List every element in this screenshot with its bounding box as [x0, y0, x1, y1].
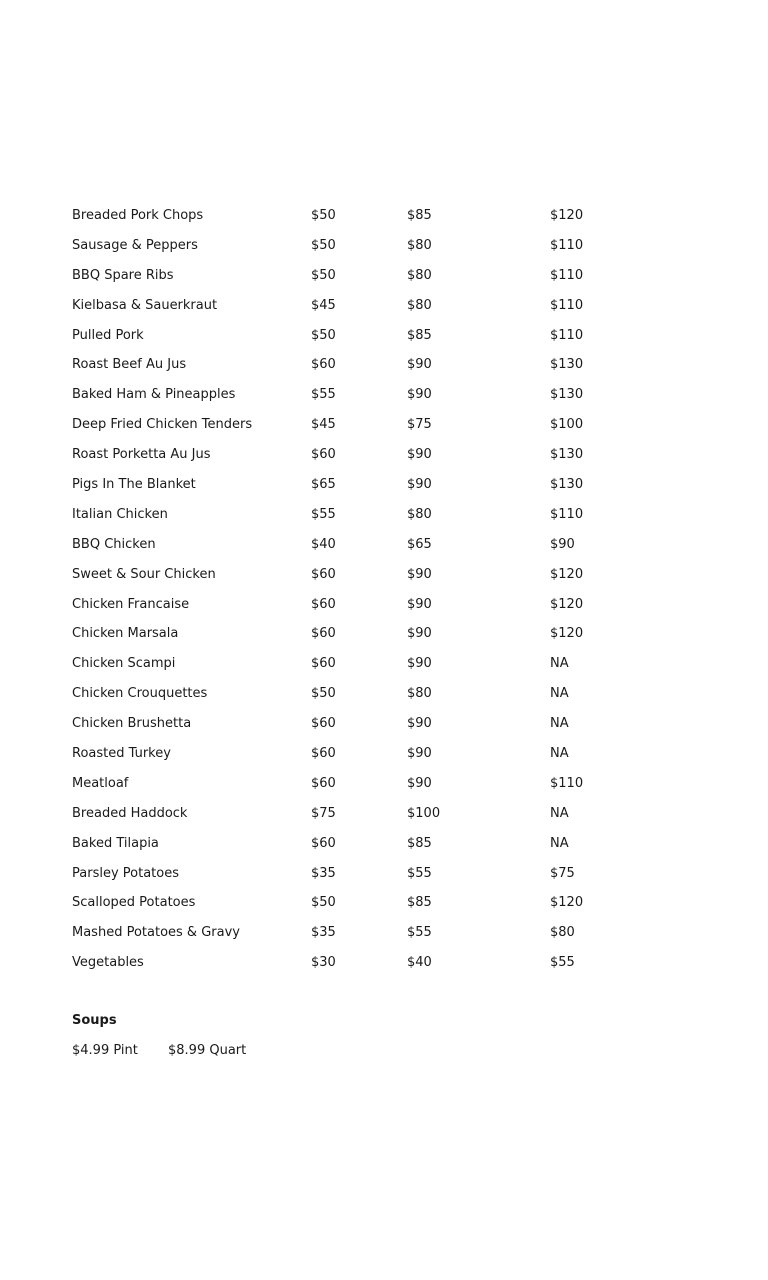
menu-item-name: Chicken Francaise [72, 596, 190, 612]
menu-item-name: Roast Porketta Au Jus [72, 447, 211, 463]
price-large: $110 [550, 327, 584, 343]
price-large: $110 [550, 775, 584, 791]
price-large: $120 [550, 566, 584, 582]
price-small: $60 [311, 716, 336, 732]
price-large: NA [550, 745, 569, 761]
price-small: $60 [311, 656, 336, 672]
menu-price-table [72, 201, 692, 978]
menu-row [72, 649, 692, 679]
price-small: $60 [311, 835, 336, 851]
menu-item-name: Chicken Scampi [72, 656, 176, 672]
menu-item-name: BBQ Spare Ribs [72, 267, 174, 283]
price-medium: $80 [407, 267, 432, 283]
menu-row [72, 440, 692, 470]
soups-heading: Soups [72, 1013, 117, 1028]
price-medium: $90 [407, 745, 432, 761]
menu-item-name: Pigs In The Blanket [72, 476, 196, 492]
price-small: $30 [311, 955, 336, 971]
price-large: $120 [550, 596, 584, 612]
price-small: $60 [311, 775, 336, 791]
soups-section [72, 1006, 472, 1066]
price-medium: $85 [407, 895, 432, 911]
price-large: $130 [550, 447, 584, 463]
menu-row [72, 769, 692, 799]
menu-row [72, 859, 692, 889]
menu-item-name: Baked Tilapia [72, 835, 159, 851]
price-small: $50 [311, 267, 336, 283]
price-medium: $90 [407, 447, 432, 463]
price-large: $100 [550, 417, 584, 433]
price-small: $35 [311, 865, 336, 881]
menu-row [72, 410, 692, 440]
price-medium: $90 [407, 596, 432, 612]
price-small: $50 [311, 237, 336, 253]
menu-row [72, 231, 692, 261]
menu-row [72, 739, 692, 769]
price-medium: $85 [407, 327, 432, 343]
menu-item-name: Mashed Potatoes & Gravy [72, 925, 240, 941]
price-medium: $75 [407, 417, 432, 433]
menu-item-name: Meatloaf [72, 775, 129, 791]
price-large: $120 [550, 207, 584, 223]
menu-row [72, 829, 692, 859]
price-medium: $85 [407, 835, 432, 851]
menu-item-name: Chicken Crouquettes [72, 686, 208, 702]
price-large: $110 [550, 297, 584, 313]
price-medium: $90 [407, 626, 432, 642]
price-large: $110 [550, 237, 584, 253]
price-small: $55 [311, 506, 336, 522]
menu-item-name: Chicken Brushetta [72, 716, 192, 732]
price-large: $120 [550, 626, 584, 642]
menu-row [72, 948, 692, 978]
price-medium: $80 [407, 686, 432, 702]
price-medium: $55 [407, 865, 432, 881]
menu-row [72, 560, 692, 590]
menu-row [72, 291, 692, 321]
price-small: $60 [311, 566, 336, 582]
menu-row [72, 709, 692, 739]
menu-item-name: Roast Beef Au Jus [72, 357, 187, 373]
price-small: $65 [311, 476, 336, 492]
price-medium: $80 [407, 506, 432, 522]
price-medium: $90 [407, 566, 432, 582]
menu-row [72, 888, 692, 918]
menu-row [72, 470, 692, 500]
price-small: $60 [311, 447, 336, 463]
price-medium: $90 [407, 775, 432, 791]
price-large: $130 [550, 387, 584, 403]
price-medium: $100 [407, 805, 441, 821]
price-large: NA [550, 835, 569, 851]
menu-item-name: Sweet & Sour Chicken [72, 566, 216, 582]
price-large: NA [550, 716, 569, 732]
price-small: $50 [311, 686, 336, 702]
menu-row [72, 261, 692, 291]
price-medium: $55 [407, 925, 432, 941]
price-small: $35 [311, 925, 336, 941]
menu-item-name: Roasted Turkey [72, 745, 171, 761]
menu-row [72, 918, 692, 948]
menu-item-name: Sausage & Peppers [72, 237, 198, 253]
price-small: $50 [311, 207, 336, 223]
menu-row [72, 201, 692, 231]
menu-item-name: Italian Chicken [72, 506, 168, 522]
price-large: $130 [550, 476, 584, 492]
menu-item-name: Scalloped Potatoes [72, 895, 196, 911]
price-medium: $90 [407, 656, 432, 672]
price-large: $75 [550, 865, 575, 881]
menu-item-name: Breaded Pork Chops [72, 207, 204, 223]
price-large: $110 [550, 506, 584, 522]
menu-item-name: BBQ Chicken [72, 536, 156, 552]
price-small: $60 [311, 626, 336, 642]
price-large: $120 [550, 895, 584, 911]
menu-row [72, 619, 692, 649]
price-small: $50 [311, 327, 336, 343]
menu-item-name: Pulled Pork [72, 327, 144, 343]
price-medium: $40 [407, 955, 432, 971]
price-medium: $90 [407, 387, 432, 403]
price-small: $40 [311, 536, 336, 552]
menu-row [72, 679, 692, 709]
price-large: $90 [550, 536, 575, 552]
price-small: $60 [311, 357, 336, 373]
price-large: NA [550, 805, 569, 821]
price-large: $55 [550, 955, 575, 971]
price-medium: $90 [407, 357, 432, 373]
price-large: $130 [550, 357, 584, 373]
price-medium: $90 [407, 716, 432, 732]
menu-item-name: Deep Fried Chicken Tenders [72, 417, 253, 433]
soup-quart-price: $8.99 Quart [168, 1043, 247, 1058]
price-medium: $65 [407, 536, 432, 552]
menu-item-name: Kielbasa & Sauerkraut [72, 297, 218, 313]
price-medium: $80 [407, 297, 432, 313]
price-large: $80 [550, 925, 575, 941]
menu-row [72, 500, 692, 530]
soups-prices [72, 1036, 472, 1066]
menu-row [72, 530, 692, 560]
menu-row [72, 321, 692, 351]
price-large: NA [550, 686, 569, 702]
menu-item-name: Parsley Potatoes [72, 865, 179, 881]
menu-row [72, 799, 692, 829]
menu-row [72, 350, 692, 380]
price-medium: $90 [407, 476, 432, 492]
price-small: $60 [311, 745, 336, 761]
price-large: $110 [550, 267, 584, 283]
price-medium: $80 [407, 237, 432, 253]
menu-row [72, 590, 692, 620]
price-medium: $85 [407, 207, 432, 223]
price-small: $50 [311, 895, 336, 911]
price-small: $45 [311, 297, 336, 313]
price-large: NA [550, 656, 569, 672]
soup-pint-price: $4.99 Pint [72, 1043, 138, 1058]
price-small: $75 [311, 805, 336, 821]
price-small: $55 [311, 387, 336, 403]
price-small: $45 [311, 417, 336, 433]
price-small: $60 [311, 596, 336, 612]
menu-item-name: Breaded Haddock [72, 805, 188, 821]
menu-row [72, 380, 692, 410]
menu-item-name: Chicken Marsala [72, 626, 179, 642]
menu-item-name: Baked Ham & Pineapples [72, 387, 236, 403]
menu-item-name: Vegetables [72, 955, 144, 971]
